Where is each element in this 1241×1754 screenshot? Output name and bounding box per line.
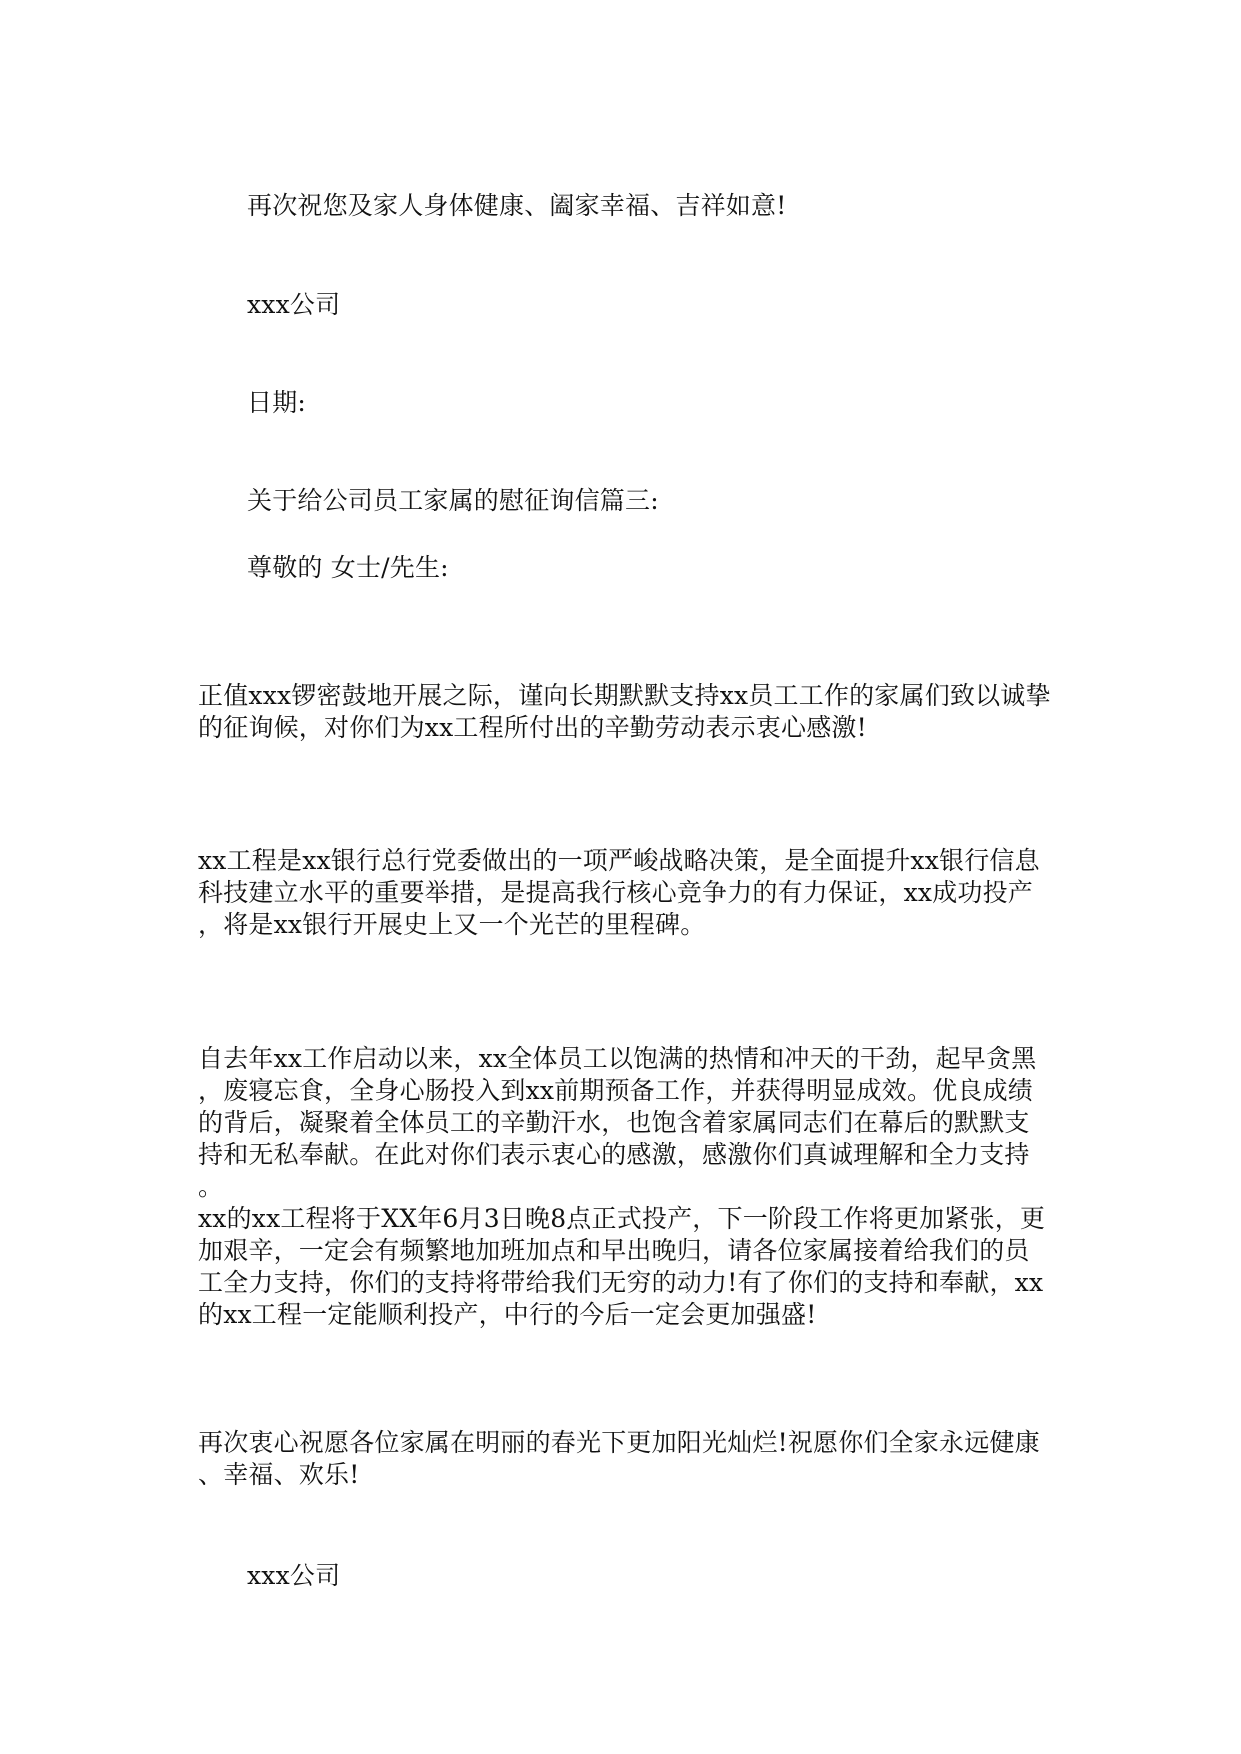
paragraph-line: 。	[198, 1172, 224, 1201]
paragraph-project	[198, 845, 1040, 941]
paragraph-closing-wishes	[198, 1427, 1040, 1491]
paragraph-line: xx的xx工程将于XX年6月3日晚8点正式投产，下一阶段工作将更加紧张，更	[198, 1204, 1046, 1233]
closing-wishes: 再次祝您及家人身体健康、阖家幸福、吉祥如意!	[247, 191, 787, 220]
paragraph-line: 的背后，凝聚着全体员工的辛勤汗水，也饱含着家属同志们在幕后的默默支	[198, 1108, 1030, 1137]
section-title: 关于给公司员工家属的慰征询信篇三:	[247, 486, 659, 515]
paragraph-opening	[198, 680, 1051, 744]
paragraph-line: 加艰辛，一定会有频繁地加班加点和早出晚归，请各位家属接着给我们的员	[198, 1236, 1030, 1265]
company-signature: xxx公司	[247, 1561, 341, 1590]
paragraph-launch	[198, 1203, 1045, 1331]
company-signature: xxx公司	[247, 290, 341, 319]
paragraph-thanks	[198, 1043, 1036, 1203]
paragraph-line: 正值xxx锣密鼓地开展之际，谨向长期默默支持xx员工工作的家属们致以诚挚	[198, 681, 1051, 710]
paragraph-line: 的xx工程一定能顺利投产，中行的今后一定会更加强盛!	[198, 1300, 817, 1329]
paragraph-line: 的征询候，对你们为xx工程所付出的辛勤劳动表示衷心感激!	[198, 713, 867, 742]
paragraph-line: 再次衷心祝愿各位家属在明丽的春光下更加阳光灿烂!祝愿你们全家永远健康	[198, 1428, 1040, 1457]
paragraph-line: xx工程是xx银行总行党委做出的一项严峻战略决策，是全面提升xx银行信息	[198, 846, 1040, 875]
date-label: 日期:	[247, 388, 307, 417]
paragraph-line: 自去年xx工作启动以来，xx全体员工以饱满的热情和冲天的干劲，起早贪黑	[198, 1044, 1037, 1073]
salutation: 尊敬的 女士/先生:	[247, 553, 449, 582]
paragraph-line: 工全力支持，你们的支持将带给我们无穷的动力!有了你们的支持和奉献，xx	[198, 1268, 1044, 1297]
paragraph-line: 持和无私奉献。在此对你们表示衷心的感激，感激你们真诚理解和全力支持	[198, 1140, 1030, 1169]
paragraph-line: 、幸福、欢乐!	[198, 1460, 360, 1489]
paragraph-line: ，将是xx银行开展史上又一个光芒的里程碑。	[198, 910, 706, 939]
paragraph-line: 科技建立水平的重要举措，是提高我行核心竞争力的有力保证，xx成功投产	[198, 878, 1034, 907]
paragraph-line: ，废寝忘食，全身心肠投入到xx前期预备工作，并获得明显成效。优良成绩	[198, 1076, 1034, 1105]
